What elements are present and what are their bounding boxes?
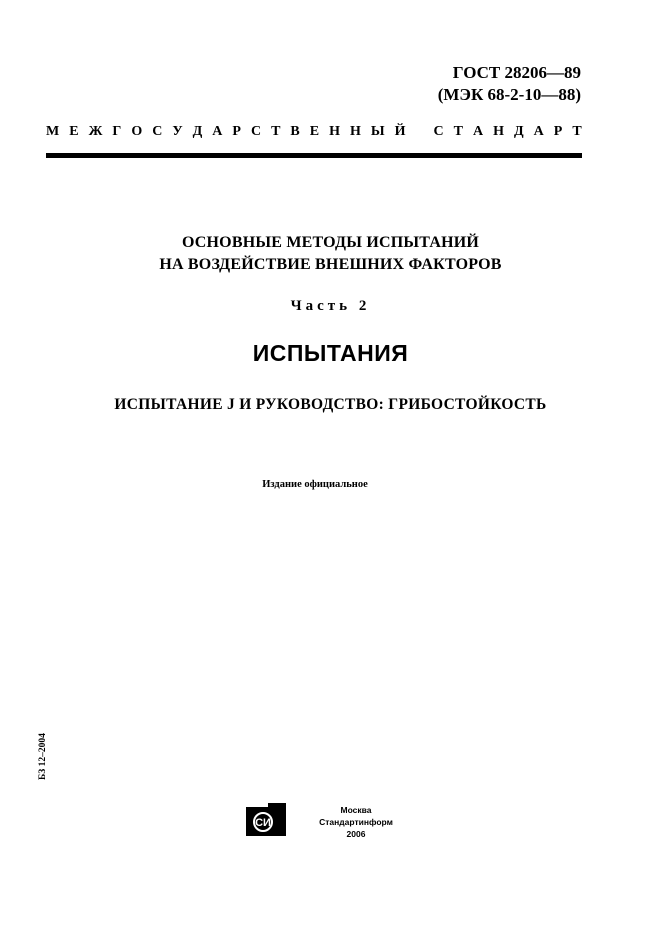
heading-letter: С [250, 124, 262, 139]
section-title: ИСПЫТАНИЯ [252, 340, 409, 366]
heading-letter: Т [453, 124, 463, 139]
title-line-2: НА ВОЗДЕЙСТВИЕ ВНЕШНИХ ФАКТОРОВ [159, 256, 502, 273]
heading-letter: Д [514, 124, 524, 139]
heading-letter: У [172, 124, 183, 139]
heading-word-gap [416, 124, 424, 140]
heading-letter: Р [232, 124, 241, 139]
edition-note: Издание официальное [262, 479, 368, 490]
heading-letter: А [473, 124, 484, 139]
publisher-year: 2006 [346, 829, 366, 839]
heading-letter: А [212, 124, 223, 139]
heading-letter: Н [329, 124, 340, 139]
gost-number: ГОСТ 28206—89 [452, 63, 581, 82]
publisher-city: Москва [340, 805, 372, 815]
heading-letter: М [46, 124, 60, 139]
iec-number: (МЭК 68-2-10—88) [437, 85, 581, 104]
logo-letters: СИ [255, 817, 271, 829]
heading-letter: Р [553, 124, 563, 139]
title-line-1: ОСНОВНЫЕ МЕТОДЫ ИСПЫТАНИЙ [181, 234, 480, 251]
part-number: Часть 2 [290, 298, 371, 314]
heading-letter: А [533, 124, 544, 139]
publisher-block [310, 804, 402, 840]
heading-letter: Е [69, 124, 79, 139]
heading-letter: С [433, 124, 444, 139]
heading-letter: С [152, 124, 163, 139]
heading-letter: О [131, 124, 143, 139]
heading-letter: Н [350, 124, 361, 139]
standartinform-logo [246, 803, 286, 836]
heading-letter: Е [309, 124, 320, 139]
side-code: БЗ 12–2004 [38, 733, 48, 780]
heading-letter: Н [493, 124, 505, 139]
publisher-name: Стандартинформ [319, 817, 393, 827]
heading-letter: Т [271, 124, 281, 139]
heading-letter: Д [192, 124, 203, 139]
standard-number-block [438, 62, 581, 106]
heading-letter: В [290, 124, 300, 139]
heading-letter: Й [394, 124, 406, 139]
header-rule [46, 153, 582, 158]
heading-letter: Ы [370, 124, 385, 139]
test-subtitle: ИСПЫТАНИЕ J И РУКОВОДСТВО: ГРИБОСТОЙКОСТЬ [114, 396, 547, 413]
heading-letter: Ж [88, 124, 103, 139]
document-title [0, 232, 661, 276]
heading-letter: Г [112, 124, 122, 139]
interstate-standard-heading [46, 124, 582, 140]
heading-letter: Т [572, 124, 582, 139]
